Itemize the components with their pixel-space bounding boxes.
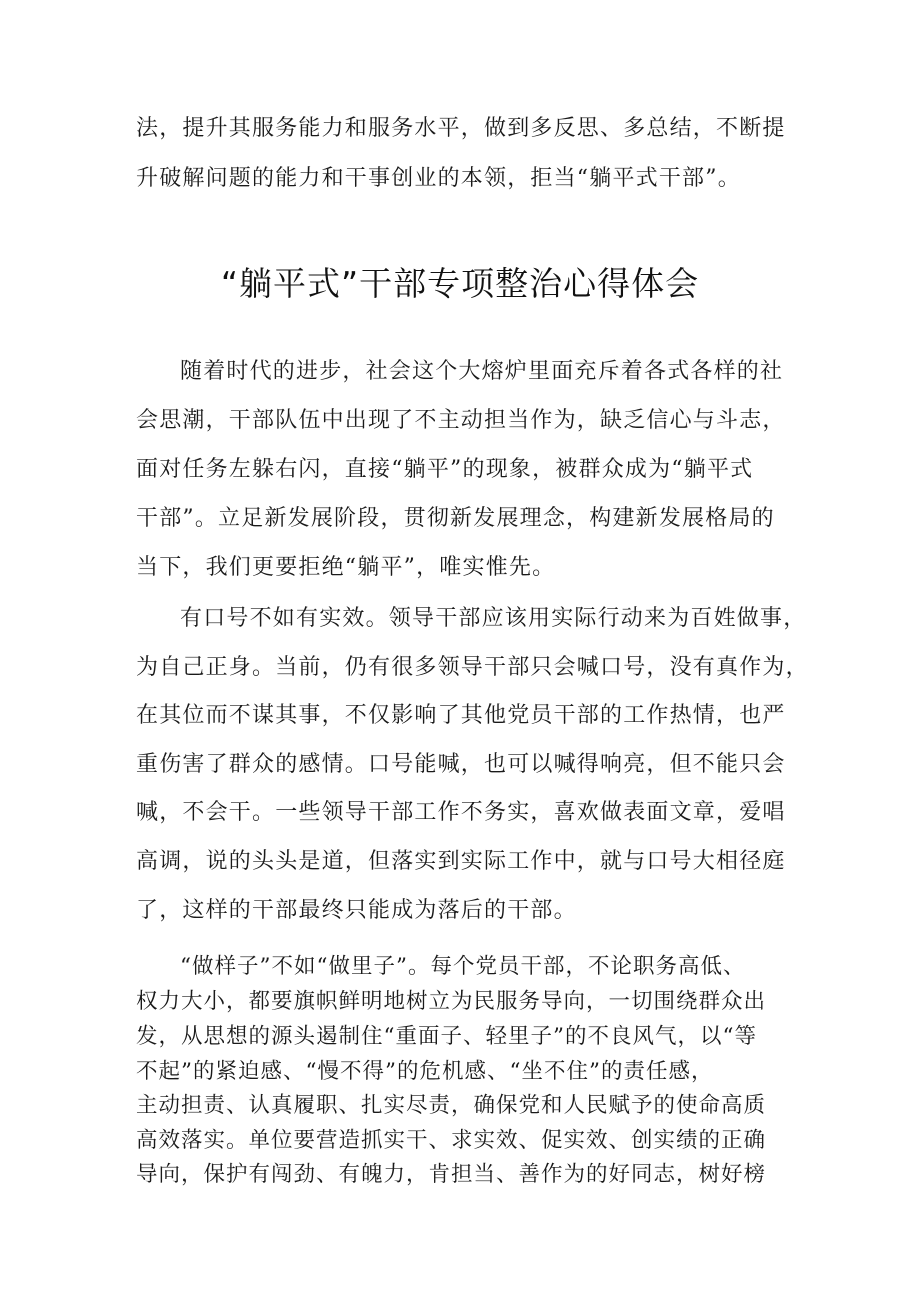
paragraph1-line: 当下，我们更要拒绝“躺平”，唯实惟先。 (136, 555, 556, 580)
paragraph1-line: 面对任务左躲右闪，直接“躺平”的现象，被群众成为“躺平式 (136, 457, 754, 482)
paragraph3-line: 主动担责、认真履职、扎实尽责，确保党和人民赋予的使命高质 (136, 1093, 767, 1118)
paragraph2-line: 高调，说的头头是道，但落实到实际工作中，就与口号大相径庭 (136, 849, 786, 874)
paragraph2-line: 重伤害了群众的感情。口号能喊，也可以喊得响亮，但不能只会 (136, 752, 786, 777)
paragraph2-line: 喊，不会干。一些领导干部工作不务实，喜欢做表面文章，爱唱 (136, 800, 786, 825)
paragraph1-line: 会思潮，干部队伍中出现了不主动担当作为，缺乏信心与斗志， (136, 408, 786, 433)
paragraph3-line: 发，从思想的源头遏制住“重面子、轻里子”的不良风气，以“等 (136, 1024, 757, 1049)
intro-line: 升破解问题的能力和干事创业的本领，拒当“躺平式干部”。 (136, 166, 741, 191)
paragraph3-line: 不起”的紧迫感、“慢不得”的危机感、“坐不住”的责任感， (136, 1059, 714, 1084)
paragraph1-line: 干部”。立足新发展阶段，贯彻新发展理念，构建新发展格局的 (136, 506, 775, 531)
paragraph3-line: “做样子”不如“做里子”。每个党员干部，不论职务高低、 (180, 954, 746, 979)
paragraph2-line: 在其位而不谋其事，不仅影响了其他党员干部的工作热情，也严 (136, 703, 786, 728)
paragraph3-line: 高效落实。单位要营造抓实干、求实效、促实效、创实绩的正确 (136, 1128, 767, 1153)
paragraph3-line: 导向，保护有闯劲、有魄力，肯担当、善作为的好同志，树好榜 (136, 1162, 767, 1187)
intro-line: 法，提升其服务能力和服务水平，做到多反思、多总结，不断提 (136, 116, 786, 141)
paragraph3-line: 权力大小，都要旗帜鲜明地树立为民服务导向，一切围绕群众出 (136, 989, 767, 1014)
paragraph2-line: 为自己正身。当前，仍有很多领导干部只会喊口号，没有真作为， (136, 655, 809, 680)
document-title: “躺平式”干部专项整治心得体会 (220, 264, 700, 303)
paragraph2-line: 有口号不如有实效。领导干部应该用实际行动来为百姓做事， (180, 606, 807, 631)
paragraph1-line: 随着时代的进步，社会这个大熔炉里面充斥着各式各样的社 (180, 359, 784, 384)
paragraph2-line: 了，这样的干部最终只能成为落后的干部。 (136, 898, 577, 923)
